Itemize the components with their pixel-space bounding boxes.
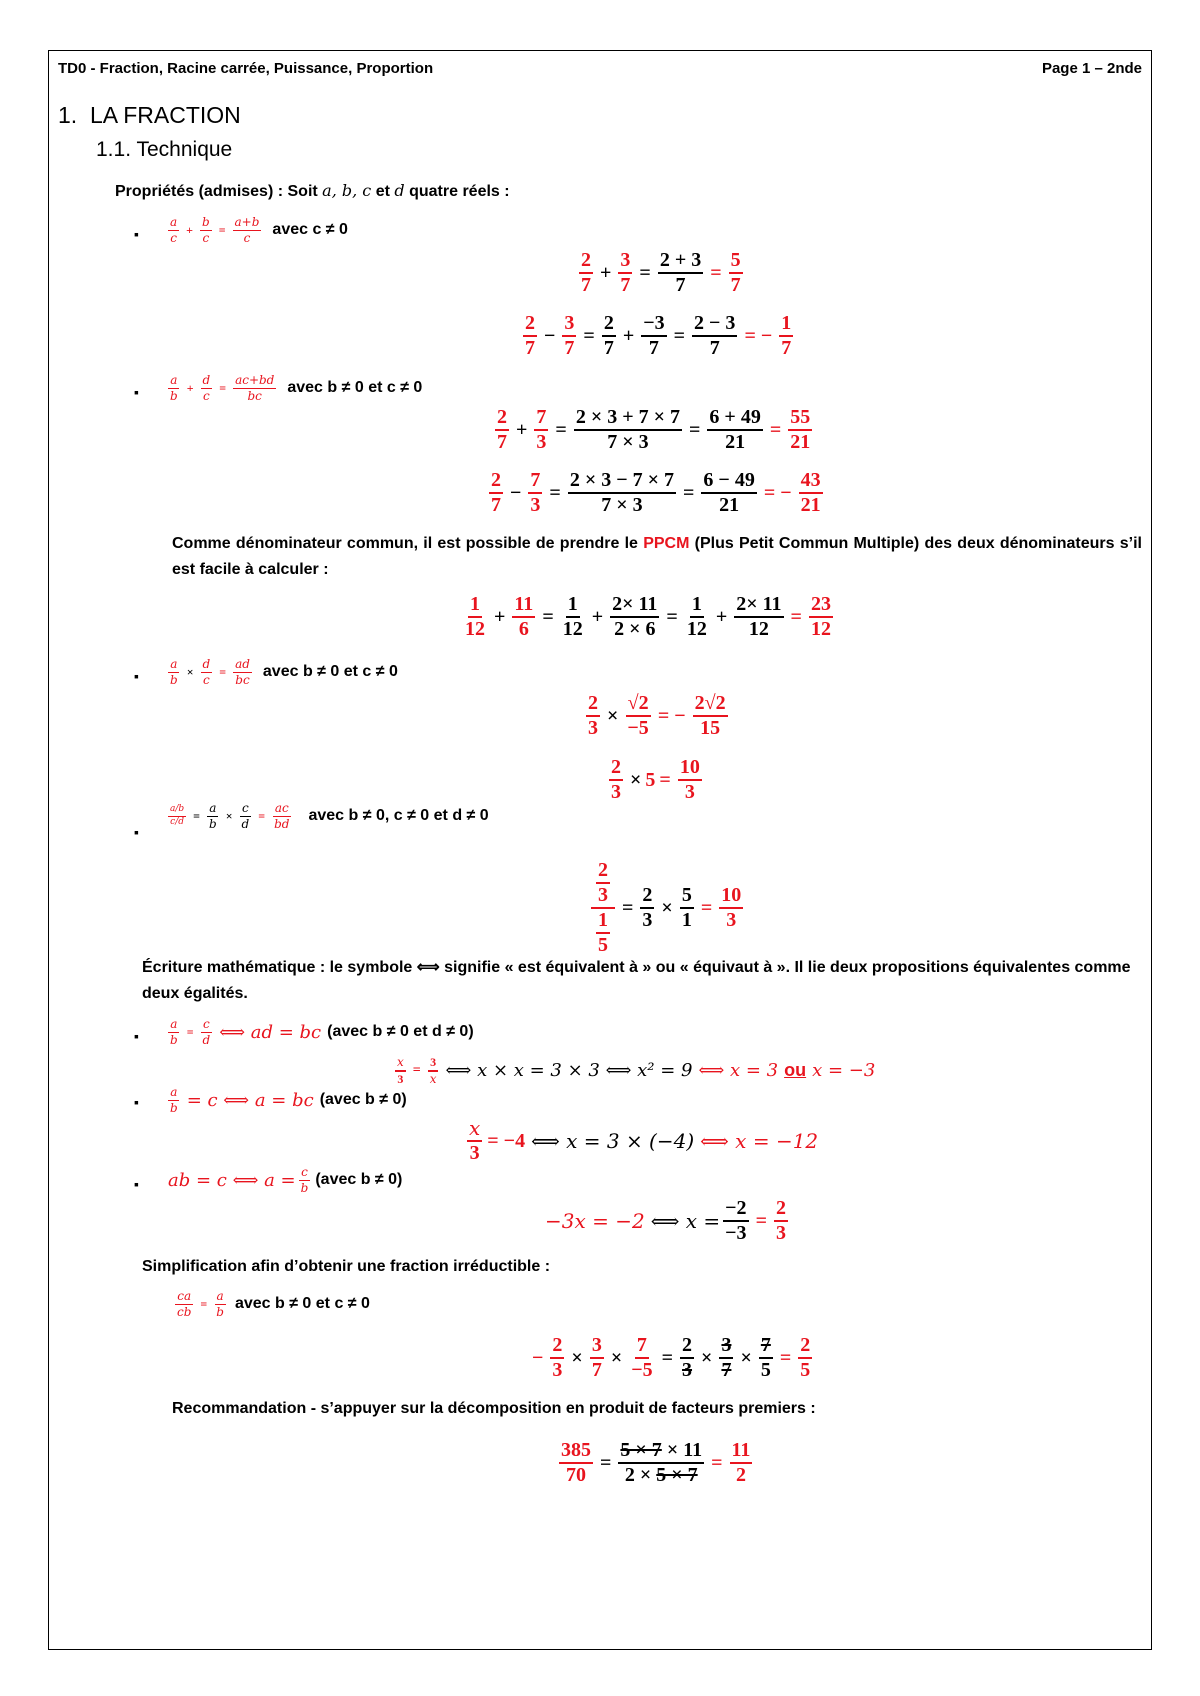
example-2a: $\frac{2}{7}$ + $\frac{7}{3}$ = $\frac{2 \times 3 + 7 \times 7}{7 \times 3}$ = $\frac{6 + 49}{21}$ = $\frac{55}{21}$ [497,406,811,453]
properties-intro: Propriétés (admises) : Soit a, b, c et d quatre réels : [115,181,510,200]
bullet-equiv-2 [134,1094,139,1110]
bullet-rule-2 [134,384,139,400]
equiv-example-2: $\frac{x}{3}$ = −4 ⟺ x = 3 × (−4) ⟺ x = −12 [469,1116,819,1164]
equiv-3-formula: ab = c ⟺ a = $\frac{c}{b}$ (avec b ≠ 0) [168,1165,403,1195]
example-ppcm: $\frac{1}{12}$ + $\frac{11}{6}$ = $\frac{1}{12}$ + $\frac{2\times 11}{2 \times 6}$ = $\frac{1}{12}$ + $\frac{2\times 11}{12}$ = $\frac{23}{12}$ [465,593,831,640]
header-page: Page 1 – 2nde [1041,60,1142,77]
ppcm-paragraph: Comme dénominateur commun, il est possible de prendre le PPCM (Plus Petit Commun Multiple) des deux dénominateurs s’il est facile à calculer : [172,535,1142,578]
example-1a: $\frac{2}{7}$ + $\frac{3}{7}$ = $\frac{2 + 3}{7}$ = $\frac{5}{7}$ [581,249,741,296]
subsection-heading: 1.1. Technique [96,138,233,161]
header-title: TD0 - Fraction, Racine carrée, Puissance, Proportion [58,60,434,77]
example-2b: $\frac{2}{7}$ − $\frac{7}{3}$ = $\frac{2 \times 3 - 7 \times 7}{7 \times 3}$ = $\frac{6 - 49}{21}$ = − $\frac{43}{21}$ [491,469,821,516]
bullet-equiv-3 [134,1176,139,1192]
example-3b: $\frac{2}{3}$ × 5 = $\frac{10}{3}$ [611,756,700,803]
recommendation-example: $\frac{385}{70}$ = $\frac{5 \times 7 \times 11}{2 \times 5 \times 7}$ = $\frac{11}{2}$ [561,1439,751,1486]
equiv-example-1: $\frac{x}{3}$ = $\frac{3}{x}$ ⟺ x × x = 3 × 3 ⟺ x² = 9 ⟺ x = 3 ou x = −3 [397,1055,876,1086]
section-heading: 1. LA FRACTION [58,102,241,128]
example-4: $\frac{\frac{2}{3}}{\frac{1}{5}}$ = $\frac{2}{3}$ × $\frac{5}{1}$ = $\frac{10}{3}$ [588,860,746,956]
equiv-example-3: −3x = −2 ⟺ x = $\frac{-2}{-3}$ = $\frac{2}{3}$ [545,1197,786,1244]
bullet-rule-4 [134,824,139,840]
rule-4-formula: $\frac{a/b}{c/d}$ = $\frac{a}{b}$ × $\frac{c}{d}$ = $\frac{ac}{bd}$ avec b ≠ 0, c ≠ 0 et d ≠ 0 [170,801,489,831]
equiv-2-formula: $\frac{a}{b}$ = c ⟺ a = bc (avec b ≠ 0) [170,1085,407,1115]
equivalence-paragraph: Écriture mathématique : le symbole ⟺ signifie « est équivalent à » ou « équivaut à ». Il lie deux propositions équivalentes comme deux égalités. [142,959,1131,1002]
example-3a: $\frac{2}{3}$ × $\frac{√2}{-5}$ = − $\frac{2√2}{15}$ [588,692,726,739]
simplification-example: − $\frac{2}{3}$ × $\frac{3}{7}$ × $\frac{7}{-5}$ = $\frac{2}{3}$ × $\frac{3}{7}$ × $\frac{7}{5}$ = $\frac{2}{5}$ [532,1334,811,1381]
simplification-title: Simplification afin d’obtenir une fraction irréductible : [142,1258,551,1275]
recommendation-text: Recommandation - s’appuyer sur la décomposition en produit de facteurs premiers : [172,1400,816,1417]
bullet-rule-1 [134,226,139,242]
example-1b: $\frac{2}{7}$ − $\frac{3}{7}$ = $\frac{2}{7}$ + $\frac{-3}{7}$ = $\frac{2 - 3}{7}$ = − $\frac{1}{7}$ [525,312,792,359]
page-header [58,60,1142,77]
bullet-equiv-1 [134,1028,139,1044]
rule-1-formula: $\frac{a}{c}$ + $\frac{b}{c}$ = $\frac{a+b}{c}$ avec c ≠ 0 [170,215,348,245]
rule-2-formula: $\frac{a}{b}$ + $\frac{d}{c}$ = $\frac{ac+bd}{bc}$ avec b ≠ 0 et c ≠ 0 [170,373,423,403]
bullet-rule-3 [134,668,139,684]
rule-3-formula: $\frac{a}{b}$ × $\frac{d}{c}$ = $\frac{ad}{bc}$ avec b ≠ 0 et c ≠ 0 [170,657,398,687]
simplification-formula: $\frac{ca}{cb}$ = $\frac{a}{b}$ avec b ≠ 0 et c ≠ 0 [177,1289,370,1319]
equiv-1-formula: $\frac{a}{b}$ = $\frac{c}{d}$ ⟺ ad = bc (avec b ≠ 0 et d ≠ 0) [170,1017,474,1047]
